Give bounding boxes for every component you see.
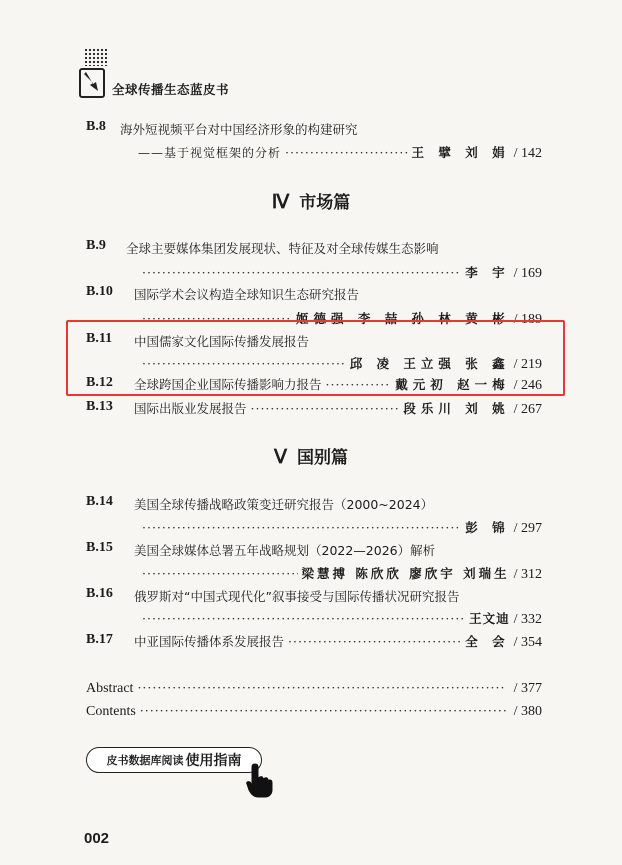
leader-dots (142, 611, 465, 626)
entry-title-b8[interactable]: 海外短视频平台对中国经济形象的构建研究 (120, 122, 358, 137)
entry-code-b10: B.10 (86, 284, 113, 299)
section-title-country: 国别篇 (297, 448, 348, 468)
entry-authors-b16: 王文迪 (469, 611, 510, 626)
entry-authors-b13: 段乐川 刘 姚 (403, 401, 510, 416)
entry-code-b14: B.14 (86, 494, 113, 509)
leader-dots (326, 377, 392, 392)
entry-authors-b14: 彭 锦 (465, 520, 510, 535)
guide-button-label-part1: 皮书数据库阅读 (106, 754, 184, 767)
leader-dots (288, 634, 461, 649)
entry-line-b12 (134, 375, 542, 394)
entry-line-b17 (134, 632, 542, 651)
entry-page-b9: / 169 (513, 266, 542, 281)
entry-title-b11[interactable]: 中国儒家文化国际传播发展报告 (134, 334, 310, 349)
leader-dots (142, 356, 346, 371)
entry-code-b13: B.13 (86, 399, 113, 414)
book-icon (79, 68, 105, 98)
section-title-market: 市场篇 (299, 193, 351, 213)
entry-line-b13 (134, 399, 542, 418)
leader-dots (251, 401, 400, 416)
series-title: 全球传播生态蓝皮书 (112, 82, 230, 97)
entry-page-b11: / 219 (513, 357, 542, 372)
section-roman-country: Ⅴ (274, 447, 287, 468)
leader-dots (137, 680, 505, 695)
entry-code-b8: B.8 (86, 119, 106, 134)
abstract-label[interactable]: Abstract (86, 681, 134, 696)
entry-title-b15[interactable]: 美国全球媒体总署五年战略规划（2022—2026）解析 (134, 543, 436, 558)
entry-title-b13[interactable]: 国际出版业发展报告 (134, 401, 247, 416)
entry-page-b8: / 142 (513, 146, 542, 161)
entry-authors-b9: 李 宇 (465, 265, 510, 280)
section-heading-country (0, 443, 622, 469)
entry-page-b17: / 354 (513, 635, 542, 650)
entry-authors-b8: 王 擘 刘 娟 (411, 145, 510, 160)
entry-title-b10[interactable]: 国际学术会议构造全球知识生态研究报告 (134, 287, 360, 302)
entry-page-b16: / 332 (513, 612, 542, 627)
entry-line-b14 (138, 518, 542, 537)
contents-page: / 380 (513, 704, 542, 719)
entry-line-b15 (138, 564, 542, 583)
header-dot-pattern (84, 48, 108, 66)
entry-page-b10: / 189 (513, 312, 542, 327)
entry-code-b16: B.16 (86, 586, 113, 601)
section-roman-market: Ⅳ (271, 192, 290, 213)
entry-page-b12: / 246 (513, 378, 542, 393)
database-guide-button[interactable] (86, 747, 262, 773)
entry-code-b15: B.15 (86, 540, 113, 555)
entry-line-b11 (138, 354, 542, 373)
leader-dots (285, 145, 408, 160)
entry-title-b16[interactable]: 俄罗斯对“中国式现代化”叙事接受与国际传播状况研究报告 (134, 589, 460, 604)
leader-dots (142, 265, 461, 280)
entry-page-b14: / 297 (513, 521, 542, 536)
section-heading-market (0, 188, 622, 214)
abstract-page: / 377 (513, 681, 542, 696)
entry-code-b9: B.9 (86, 238, 106, 253)
entry-line-b9 (138, 263, 542, 282)
entry-code-b12: B.12 (86, 375, 113, 390)
contents-label[interactable]: Contents (86, 704, 136, 719)
entry-authors-b11: 邱 凌 王立强 张 鑫 (349, 356, 510, 371)
entry-page-b15: / 312 (513, 567, 542, 582)
entry-subtitle-b8: ——基于视觉框架的分析 (138, 146, 282, 160)
entry-authors-b12: 戴元初 赵一梅 (395, 377, 510, 392)
entry-line-b8 (138, 143, 542, 162)
entry-code-b17: B.17 (86, 632, 113, 647)
page-number: 002 (84, 830, 110, 847)
pointing-hand-icon (244, 762, 274, 798)
entry-title-b9[interactable]: 全球主要媒体集团发展现状、特征及对全球传媒生态影响 (126, 241, 439, 256)
entry-authors-b15: 梁慧搏 陈欣欣 廖欣宇 刘瑞生 (301, 566, 510, 581)
leader-dots (142, 566, 298, 581)
leader-dots (140, 703, 506, 718)
entry-authors-b10: 姬德强 李 喆 孙 林 黄 彬 (295, 311, 510, 326)
entry-title-b12[interactable]: 全球跨国企业国际传播影响力报告 (134, 377, 322, 392)
entry-title-b14[interactable]: 美国全球传播战略政策变迁研究报告（2000~2024） (134, 497, 434, 512)
entry-line-b16 (138, 609, 542, 628)
entry-title-b17[interactable]: 中亚国际传播体系发展报告 (134, 634, 285, 649)
entry-code-b11: B.11 (86, 331, 113, 346)
leader-dots (142, 520, 461, 535)
backmatter-contents (86, 703, 542, 720)
entry-page-b13: / 267 (513, 402, 542, 417)
backmatter-abstract (86, 680, 542, 697)
entry-authors-b17: 全 会 (465, 634, 510, 649)
guide-button-label-part2: 使用指南 (185, 753, 242, 769)
